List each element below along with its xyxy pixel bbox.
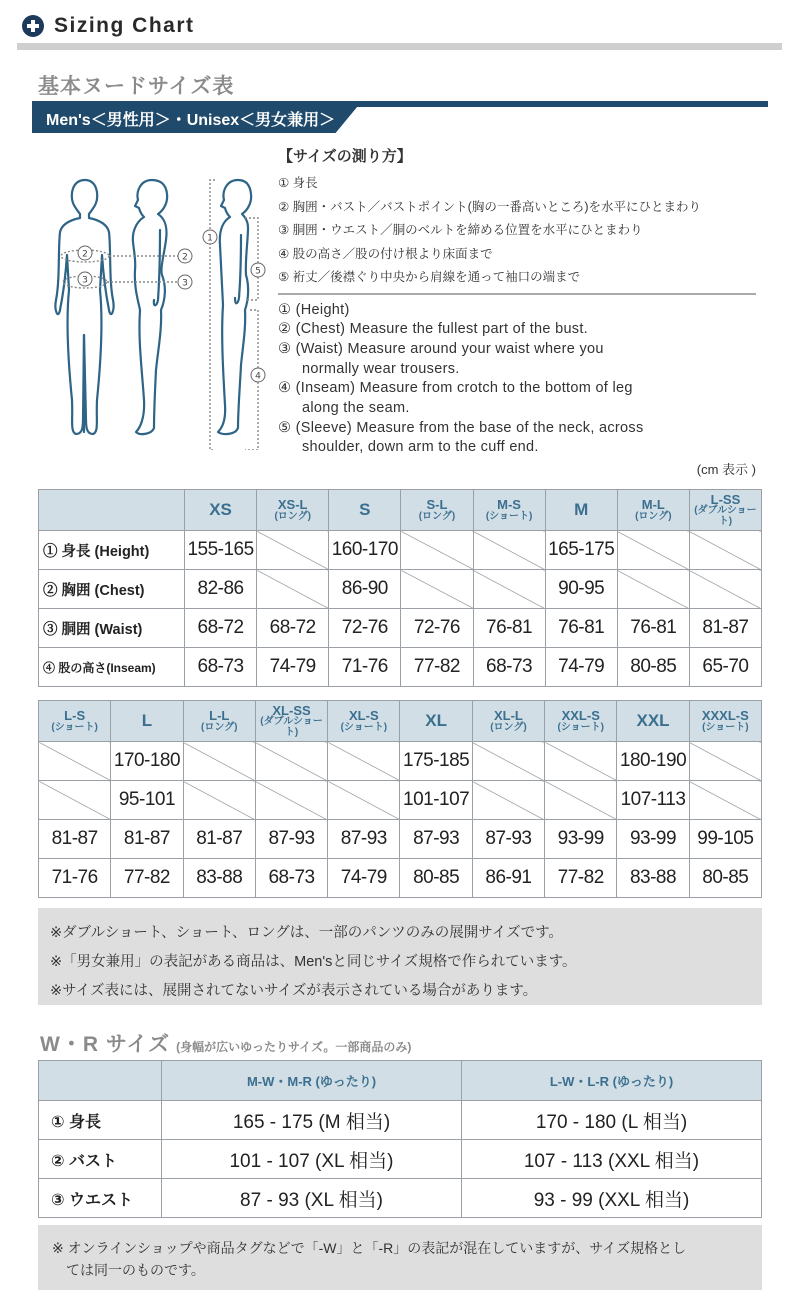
not-applicable-cell <box>39 742 111 781</box>
table-cell: 180-190 <box>617 742 689 781</box>
row-label: ② バスト <box>39 1140 162 1179</box>
header-size: M-L (ロング) <box>617 490 689 531</box>
table-cell: 86-90 <box>329 570 401 609</box>
table-row <box>39 531 762 570</box>
table-cell: 74-79 <box>257 648 329 687</box>
table-cell: 81-87 <box>39 820 111 859</box>
header-size: XL-SS (ダブルショート) <box>255 701 327 742</box>
svg-text:3: 3 <box>182 278 188 289</box>
table-row <box>39 781 762 820</box>
table-cell: 175-185 <box>400 742 472 781</box>
not-applicable-cell <box>257 531 329 570</box>
table-row <box>39 742 762 781</box>
category-banner <box>32 101 768 133</box>
instruction-en-1: ① (Height) <box>278 301 350 318</box>
header-size: L-SS (ダブルショート) <box>689 490 761 531</box>
table-cell: 68-72 <box>185 609 257 648</box>
instruction-en-4: ④ (Inseam) Measure from crotch to the bottom of leg <box>278 380 633 397</box>
instructions-jp <box>278 172 758 290</box>
table-cell: 95-101 <box>111 781 183 820</box>
table-cell: 80-85 <box>689 859 761 898</box>
header-size: M-W・M-R (ゆったり) <box>162 1061 462 1101</box>
table-row <box>39 1179 762 1218</box>
table-cell: 65-70 <box>689 648 761 687</box>
table-cell: 170-180 <box>111 742 183 781</box>
not-applicable-cell <box>328 781 400 820</box>
row-label: ① 身長 <box>39 1101 162 1140</box>
header-size: L-L (ロング) <box>183 701 255 742</box>
table-cell: 76-81 <box>617 609 689 648</box>
header-empty <box>39 1061 162 1101</box>
not-applicable-cell <box>545 781 617 820</box>
measurement-instructions <box>278 145 758 458</box>
table-cell: 83-88 <box>617 859 689 898</box>
instructions-title: 【サイズの測り方】 <box>278 148 412 165</box>
table-cell: 68-73 <box>185 648 257 687</box>
unit-note: (cm 表示 ) <box>696 462 756 477</box>
row-label: ④ 股の高さ(Inseam) <box>39 648 185 687</box>
instructions-en <box>278 301 758 459</box>
table-cell: 107 - 113 (XXL 相当) <box>462 1140 762 1179</box>
table-cell: 68-73 <box>255 859 327 898</box>
header-size: XL <box>400 701 472 742</box>
table-row <box>39 820 762 859</box>
table-cell: 101 - 107 (XL 相当) <box>162 1140 462 1179</box>
note-line-cont: ては同一のものです。 <box>66 1262 205 1278</box>
not-applicable-cell <box>183 742 255 781</box>
note-line: ※ オンラインショップや商品タグなどで「-W」と「-R」の表記が混在していますが、サイズ規格とし <box>52 1240 687 1256</box>
not-applicable-cell <box>689 742 761 781</box>
table-cell: 107-113 <box>617 781 689 820</box>
table-cell: 87 - 93 (XL 相当) <box>162 1179 462 1218</box>
table-cell: 90-95 <box>545 570 617 609</box>
section-title: 基本ヌードサイズ表 <box>38 75 235 98</box>
header-size: L-W・L-R (ゆったり) <box>462 1061 762 1101</box>
instruction-en-2: ② (Chest) Measure the fullest part of the bust. <box>278 321 589 338</box>
not-applicable-cell <box>473 570 545 609</box>
instruction-en-5-cont: shoulder, down arm to the cuff end. <box>302 439 539 456</box>
table-cell: 77-82 <box>545 859 617 898</box>
table-cell: 72-76 <box>329 609 401 648</box>
table-cell: 160-170 <box>329 531 401 570</box>
plus-circle-icon <box>22 15 44 37</box>
not-applicable-cell <box>255 781 327 820</box>
table-cell: 81-87 <box>689 609 761 648</box>
size-table-2 <box>38 700 762 898</box>
header-size: L-S (ショート) <box>39 701 111 742</box>
header-empty <box>39 490 185 531</box>
page-title: Sizing Chart <box>54 14 195 37</box>
not-applicable-cell <box>401 531 473 570</box>
svg-text:5: 5 <box>255 266 261 277</box>
table-cell: 93-99 <box>545 820 617 859</box>
note-line: ※「男女兼用」の表記がある商品は、Men'sと同じサイズ規格で作られています。 <box>50 954 577 970</box>
row-label: ③ 胴囲 (Waist) <box>39 609 185 648</box>
table-cell: 74-79 <box>328 859 400 898</box>
table-cell: 165 - 175 (M 相当) <box>162 1101 462 1140</box>
body-measurement-figures <box>40 170 270 450</box>
table-cell: 87-93 <box>328 820 400 859</box>
table-row <box>39 570 762 609</box>
header-size: XL-S (ショート) <box>328 701 400 742</box>
header-size: XS <box>185 490 257 531</box>
table-cell: 101-107 <box>400 781 472 820</box>
header-divider <box>17 43 782 50</box>
table-cell: 80-85 <box>617 648 689 687</box>
not-applicable-cell <box>401 570 473 609</box>
wr-notes-box <box>38 1225 762 1290</box>
table-cell: 80-85 <box>400 859 472 898</box>
table-cell: 77-82 <box>401 648 473 687</box>
page-header <box>22 14 195 38</box>
table-cell: 68-73 <box>473 648 545 687</box>
table-header-row <box>39 701 762 742</box>
table-cell: 99-105 <box>689 820 761 859</box>
header-size: M-S (ショート) <box>473 490 545 531</box>
not-applicable-cell <box>617 531 689 570</box>
table-cell: 81-87 <box>183 820 255 859</box>
table-cell: 71-76 <box>39 859 111 898</box>
wr-subtitle: (身幅が広いゆったりサイズ。一部商品のみ) <box>176 1040 412 1054</box>
table-row <box>39 1140 762 1179</box>
table-cell: 87-93 <box>255 820 327 859</box>
table-cell: 81-87 <box>111 820 183 859</box>
not-applicable-cell <box>689 781 761 820</box>
not-applicable-cell <box>472 781 544 820</box>
instruction-jp-5: ⑤ 裄丈／後襟ぐり中央から肩線を通って袖口の端まで <box>278 270 581 284</box>
table-header-row <box>39 490 762 531</box>
header-size: XXXL-S (ショート) <box>689 701 761 742</box>
wr-title: W・R サイズ <box>40 1033 171 1056</box>
table-cell: 170 - 180 (L 相当) <box>462 1101 762 1140</box>
instruction-jp-1: ① 身長 <box>278 176 318 190</box>
wr-section-title <box>40 1028 411 1058</box>
table-row <box>39 859 762 898</box>
not-applicable-cell <box>472 742 544 781</box>
not-applicable-cell <box>689 570 761 609</box>
front-figure-icon <box>55 180 113 434</box>
instruction-en-3: ③ (Waist) Measure around your waist where you <box>278 340 604 357</box>
table-cell: 76-81 <box>473 609 545 648</box>
not-applicable-cell <box>257 570 329 609</box>
table-cell: 71-76 <box>329 648 401 687</box>
header-size: XL-L (ロング) <box>472 701 544 742</box>
table-cell: 68-72 <box>257 609 329 648</box>
banner-label: Men's＜男性用＞・Unisex＜男女兼用＞ <box>46 112 336 129</box>
header-size: XS-L (ロング) <box>257 490 329 531</box>
not-applicable-cell <box>689 531 761 570</box>
header-size: S <box>329 490 401 531</box>
table-cell: 93 - 99 (XXL 相当) <box>462 1179 762 1218</box>
table-cell: 76-81 <box>545 609 617 648</box>
table-cell: 82-86 <box>185 570 257 609</box>
svg-text:3: 3 <box>82 275 88 286</box>
table-cell: 87-93 <box>472 820 544 859</box>
table-cell: 93-99 <box>617 820 689 859</box>
header-size: S-L (ロング) <box>401 490 473 531</box>
svg-text:1: 1 <box>207 233 213 244</box>
svg-text:2: 2 <box>82 249 88 260</box>
wr-size-table <box>38 1060 762 1218</box>
not-applicable-cell <box>255 742 327 781</box>
not-applicable-cell <box>39 781 111 820</box>
svg-text:4: 4 <box>255 371 261 382</box>
table-cell: 155-165 <box>185 531 257 570</box>
not-applicable-cell <box>617 570 689 609</box>
notes-box <box>38 908 762 1005</box>
note-line: ※サイズ表には、展開されてないサイズが表示されている場合があります。 <box>50 983 538 999</box>
header-size: XXL <box>617 701 689 742</box>
note-line: ※ダブルショート、ショート、ロングは、一部のパンツのみの展開サイズです。 <box>50 925 563 941</box>
table-cell: 87-93 <box>400 820 472 859</box>
table-cell: 86-91 <box>472 859 544 898</box>
instructions-divider <box>278 293 756 295</box>
table-row <box>39 648 762 687</box>
table-cell: 77-82 <box>111 859 183 898</box>
svg-text:2: 2 <box>182 252 188 263</box>
row-label: ① 身長 (Height) <box>39 531 185 570</box>
table-header-row <box>39 1061 762 1101</box>
table-cell: 72-76 <box>401 609 473 648</box>
table-cell: 165-175 <box>545 531 617 570</box>
not-applicable-cell <box>545 742 617 781</box>
header-size: M <box>545 490 617 531</box>
side-figure-icon <box>133 180 167 434</box>
instruction-jp-4: ④ 股の高さ／股の付け根より床面まで <box>278 246 493 261</box>
table-cell: 83-88 <box>183 859 255 898</box>
instruction-jp-2: ② 胸囲・バスト／バストポイント(胸の一番高いところ)を水平にひとまわり <box>278 199 702 214</box>
instruction-en-3-cont: normally wear trousers. <box>302 360 460 377</box>
instruction-en-5: ⑤ (Sleeve) Measure from the base of the neck, across <box>278 419 644 436</box>
header-size: XXL-S (ショート) <box>545 701 617 742</box>
not-applicable-cell <box>328 742 400 781</box>
instruction-en-4-cont: along the seam. <box>302 400 410 417</box>
instruction-jp-3: ③ 胴囲・ウエスト／胴のベルトを締める位置を水平にひとまわり <box>278 223 643 237</box>
table-row <box>39 609 762 648</box>
header-size: L <box>111 701 183 742</box>
table-cell: 74-79 <box>545 648 617 687</box>
row-label: ② 胸囲 (Chest) <box>39 570 185 609</box>
row-label: ③ ウエスト <box>39 1179 162 1218</box>
not-applicable-cell <box>183 781 255 820</box>
table-row <box>39 1101 762 1140</box>
size-table-1 <box>38 489 762 687</box>
not-applicable-cell <box>473 531 545 570</box>
